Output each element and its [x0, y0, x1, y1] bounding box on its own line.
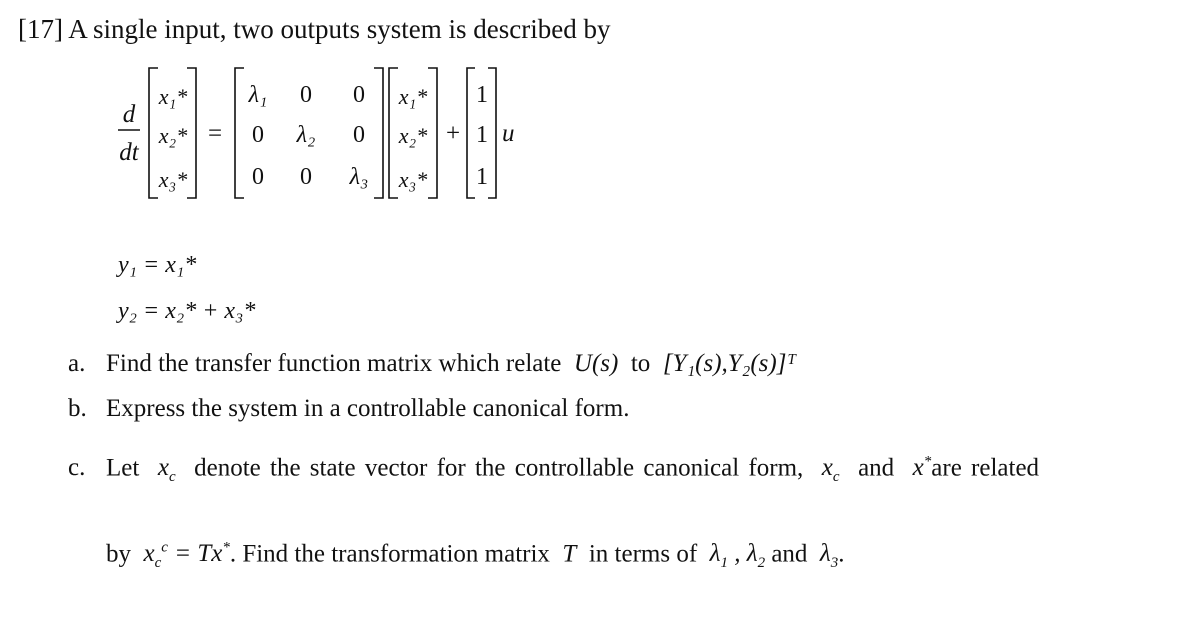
question-a-text: Find the transfer function matrix which relate: [106, 350, 562, 377]
question-c-line-2: [106, 540, 845, 572]
question-c-and: and: [858, 454, 895, 482]
a-32: 0: [300, 164, 312, 190]
question-c-terms: in terms of: [588, 540, 698, 568]
a-21: 0: [252, 122, 264, 148]
lambda-list: $\lambda_1$ , $\lambda_2$: [709, 540, 766, 572]
equals-sign: =: [207, 120, 223, 147]
question-c-related: are related: [931, 454, 1040, 482]
question-a-to: to: [630, 350, 651, 377]
state-vector-xc-2: $x_c$: [821, 454, 840, 486]
a-33: λ₃: [349, 164, 369, 190]
rhs-state-3: x₃*: [398, 167, 428, 192]
question-b-text: Express the system in a controllable canonical form.: [106, 395, 630, 422]
question-a: [68, 350, 796, 378]
lhs-state-1: x₁*: [158, 84, 188, 109]
rhs-state-1: x₁*: [398, 84, 428, 109]
question-c-let: Let: [106, 454, 140, 482]
a-22: λ₂: [296, 122, 316, 148]
plus-sign: +: [445, 120, 461, 147]
output-equation-2: y₂ = x₂* + x₃*: [118, 298, 256, 324]
question-c-by: by: [106, 540, 131, 568]
question-c-period: .: [838, 540, 845, 568]
transformation-equation: $x_c^c = Tx^*$: [143, 540, 230, 572]
b-3: 1: [476, 164, 488, 190]
question-c-and-2: and: [771, 540, 808, 568]
lhs-state-2: x₂*: [158, 123, 188, 148]
question-c-label: c.: [68, 454, 86, 482]
b-1: 1: [476, 82, 488, 108]
derivative-denominator: dt: [119, 139, 139, 166]
question-b: [68, 395, 629, 423]
derivative-numerator: d: [122, 101, 136, 128]
state-vector-xstar: x*: [912, 454, 932, 482]
matrix-T: T: [562, 540, 577, 568]
problem-number: [17]: [18, 14, 63, 44]
output-equation-1: y₁ = x₁*: [118, 252, 197, 278]
a-12: 0: [300, 82, 312, 108]
question-c-line-1: [68, 454, 1039, 486]
lambda-3: $\lambda_3$: [819, 540, 839, 572]
question-c-text-1: denote the state vector for the controllable canonical form,: [194, 454, 804, 482]
b-2: 1: [476, 122, 488, 148]
lhs-state-3: x₃*: [158, 167, 188, 192]
question-b-label: b.: [68, 395, 87, 422]
input-u: u: [502, 120, 515, 147]
a-31: 0: [252, 164, 264, 190]
state-vector-xc: $x_c$: [157, 454, 176, 486]
problem-statement: A single input, two outputs system is described by: [68, 14, 611, 44]
question-a-label: a.: [68, 350, 86, 377]
a-23: 0: [353, 122, 365, 148]
question-a-math-input: U(s): [573, 350, 619, 377]
question-c-text-2: . Find the transformation matrix: [229, 540, 550, 568]
question-a-math-output: [Y₁(s),Y₂(s)]ᵀ: [662, 350, 797, 377]
rhs-state-2: x₂*: [398, 123, 428, 148]
a-13: 0: [353, 82, 365, 108]
a-11: λ₁: [248, 82, 268, 108]
